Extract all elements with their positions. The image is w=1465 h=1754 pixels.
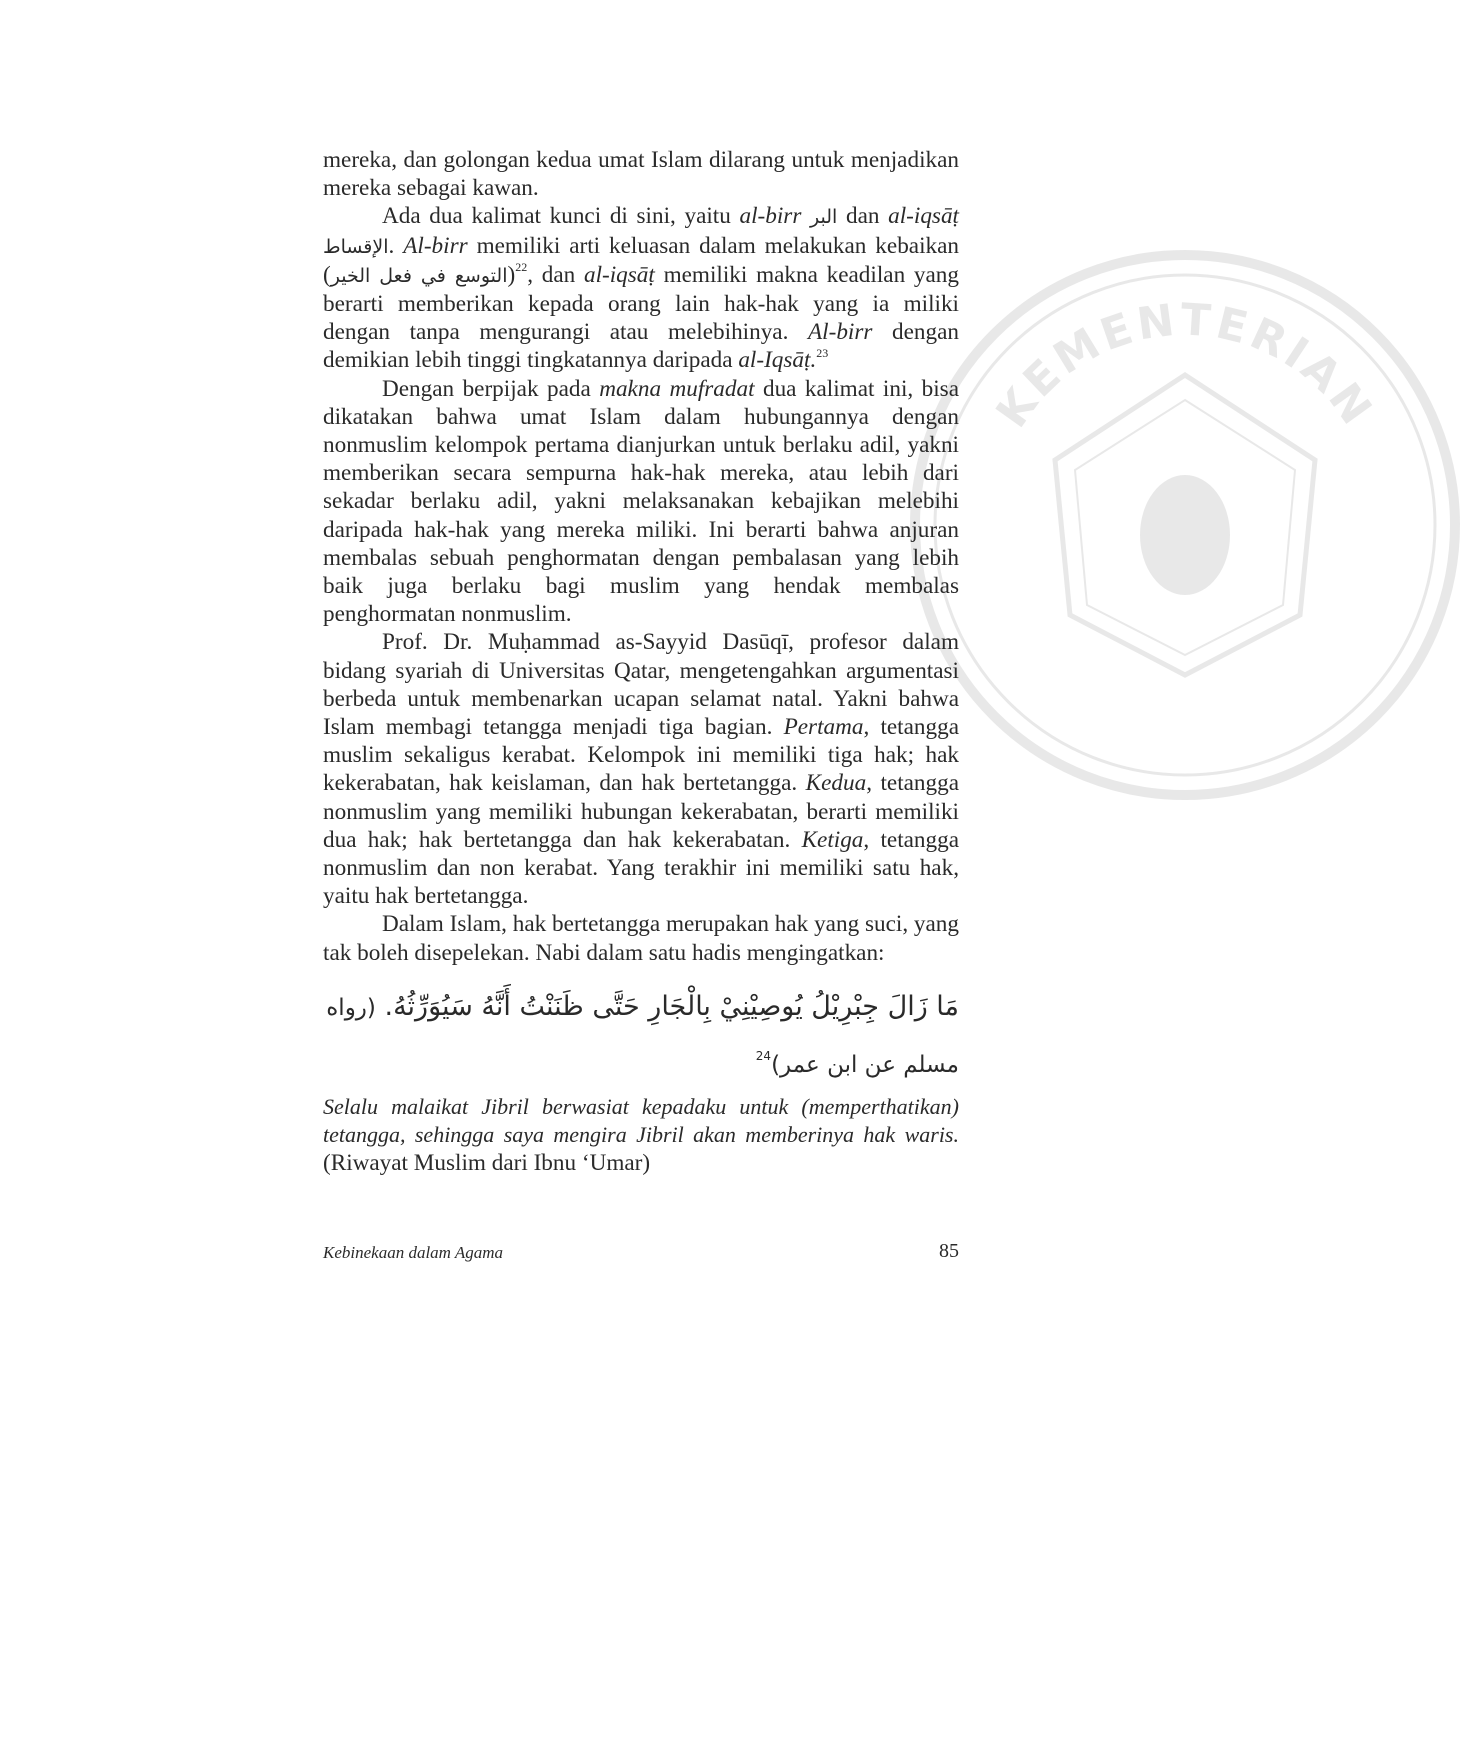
- book-title: Kebinekaan dalam Agama: [323, 1243, 504, 1262]
- transliteration: Al-birr: [403, 232, 468, 259]
- text-run: , tetangga muslim sekaligus kerabat. Kelompok ini memiliki tiga hak; hak kekerabatan, hak keislaman, dan hak bertetangga.: [323, 714, 959, 797]
- text-run: Prof. Dr. Muḥammad as-Sayyid Dasūqī, profesor dalam bidang syariah di Universitas Qatar, mengetengahkan argumentasi berbeda untuk membenarkan ucapan selamat natal. Yakni bahwa Islam membagi tetangga menjadi tiga bagian.: [323, 629, 959, 741]
- arabic-term: الإقساط: [323, 235, 389, 258]
- italic-term: Kedua: [805, 770, 867, 797]
- hadith-arabic: [323, 979, 959, 1093]
- watermark-seal: [905, 245, 1465, 805]
- text-run: .: [388, 232, 404, 259]
- paragraph-3: [323, 375, 959, 629]
- transliteration: al-Iqsāṭ.: [738, 347, 817, 374]
- text-run: dan: [837, 203, 889, 230]
- text-run: Ada dua kalimat kunci di sini, yaitu: [382, 203, 740, 230]
- italic-term: Pertama: [783, 714, 864, 741]
- transliteration: al-iqsāṭ: [888, 203, 959, 230]
- text-run: dua kalimat ini, bisa dikatakan bahwa umat Islam dalam hubungannya dengan nonmuslim kelompok pertama dianjurkan untuk berlaku adil, yakni memberikan secara sempurna hak-hak mereka, atau lebih dari sekadar berlaku adil, yakni melaksanakan kebajikan melebihi daripada hak-hak yang mereka miliki. Ini berarti bahwa anjuran membalas sebuah penghormatan dengan pembalasan yang lebih baik juga berlaku bagi muslim yang hendak membalas penghormatan nonmuslim.: [323, 375, 959, 628]
- text-run: , dan: [527, 261, 584, 288]
- svg-text:KEMENTERIAN: [986, 294, 1383, 437]
- page-number: 85: [939, 1240, 959, 1262]
- italic-term: Ketiga: [801, 826, 864, 853]
- footnote-ref: 23: [816, 345, 829, 360]
- transliteration: Al-birr: [808, 319, 873, 346]
- body-text: [323, 146, 959, 1178]
- italic-term: makna mufradat: [599, 375, 755, 402]
- arabic-term: التوسع في فعل الخير: [330, 264, 508, 287]
- translation-source: (Riwayat Muslim dari Ibnu ‘Umar): [323, 1150, 651, 1177]
- hadith-translation: [323, 1093, 959, 1178]
- transliteration: al-iqsāṭ: [583, 261, 655, 288]
- text-run: dengan demikian lebih tinggi tingkatannya daripada: [323, 319, 959, 374]
- paragraph-5: Dalam Islam, hak bertetangga merupakan hak yang suci, yang tak boleh disepelekan. Nabi dalam satu hadis mengingatkan:: [323, 911, 959, 966]
- emblem-icon: [1140, 475, 1230, 595]
- translation-text: Selalu malaikat Jibril berwasiat kepadaku untuk (memperthatikan) tetangga, sehingga saya mengira Jibril akan memberinya hak waris.: [323, 1093, 959, 1148]
- arabic-term: البر: [810, 206, 838, 229]
- paragraph-1: mereka, dan golongan kedua umat Islam dilarang untuk menjadikan mereka sebagai kawan.: [323, 147, 959, 202]
- hadith-reference: (رواه مسلم عن ابن عمر): [326, 994, 959, 1078]
- text-run: Dengan berpijak pada: [382, 375, 600, 402]
- transliteration: al-birr: [739, 203, 802, 230]
- text-run: memiliki makna keadilan yang berarti memberikan kepada orang lain hak-hak yang ia miliki dengan tanpa mengurangi atau melebihinya.: [323, 261, 959, 346]
- paragraph-2: [323, 202, 959, 374]
- page-footer: [323, 1240, 959, 1263]
- text-run: ): [507, 261, 516, 288]
- hadith-text: مَا زَالَ جِبْرِيْلُ يُوصِيْنِيْ بِالْجَارِ حَتَّى ظَنَنْتُ أَنَّهُ سَيُوَرِّثُهُ.: [384, 990, 959, 1022]
- watermark-text-top: KEMENTERIAN: [986, 294, 1384, 437]
- footnote-ref: 24: [755, 1048, 772, 1063]
- text-run: , tetangga nonmuslim yang memiliki hubungan kekerabatan, berarti memiliki dua hak; hak bertetangga dan hak kekerabatan.: [323, 770, 960, 853]
- footnote-ref: 22: [515, 260, 528, 275]
- text-run: , tetangga nonmuslim dan non kerabat. Yang terakhir ini memiliki satu hak, yaitu hak bertetangga.: [323, 826, 959, 910]
- text-run: memiliki arti keluasan dalam melakukan kebaikan (: [323, 232, 959, 288]
- paragraph-4: [323, 628, 959, 910]
